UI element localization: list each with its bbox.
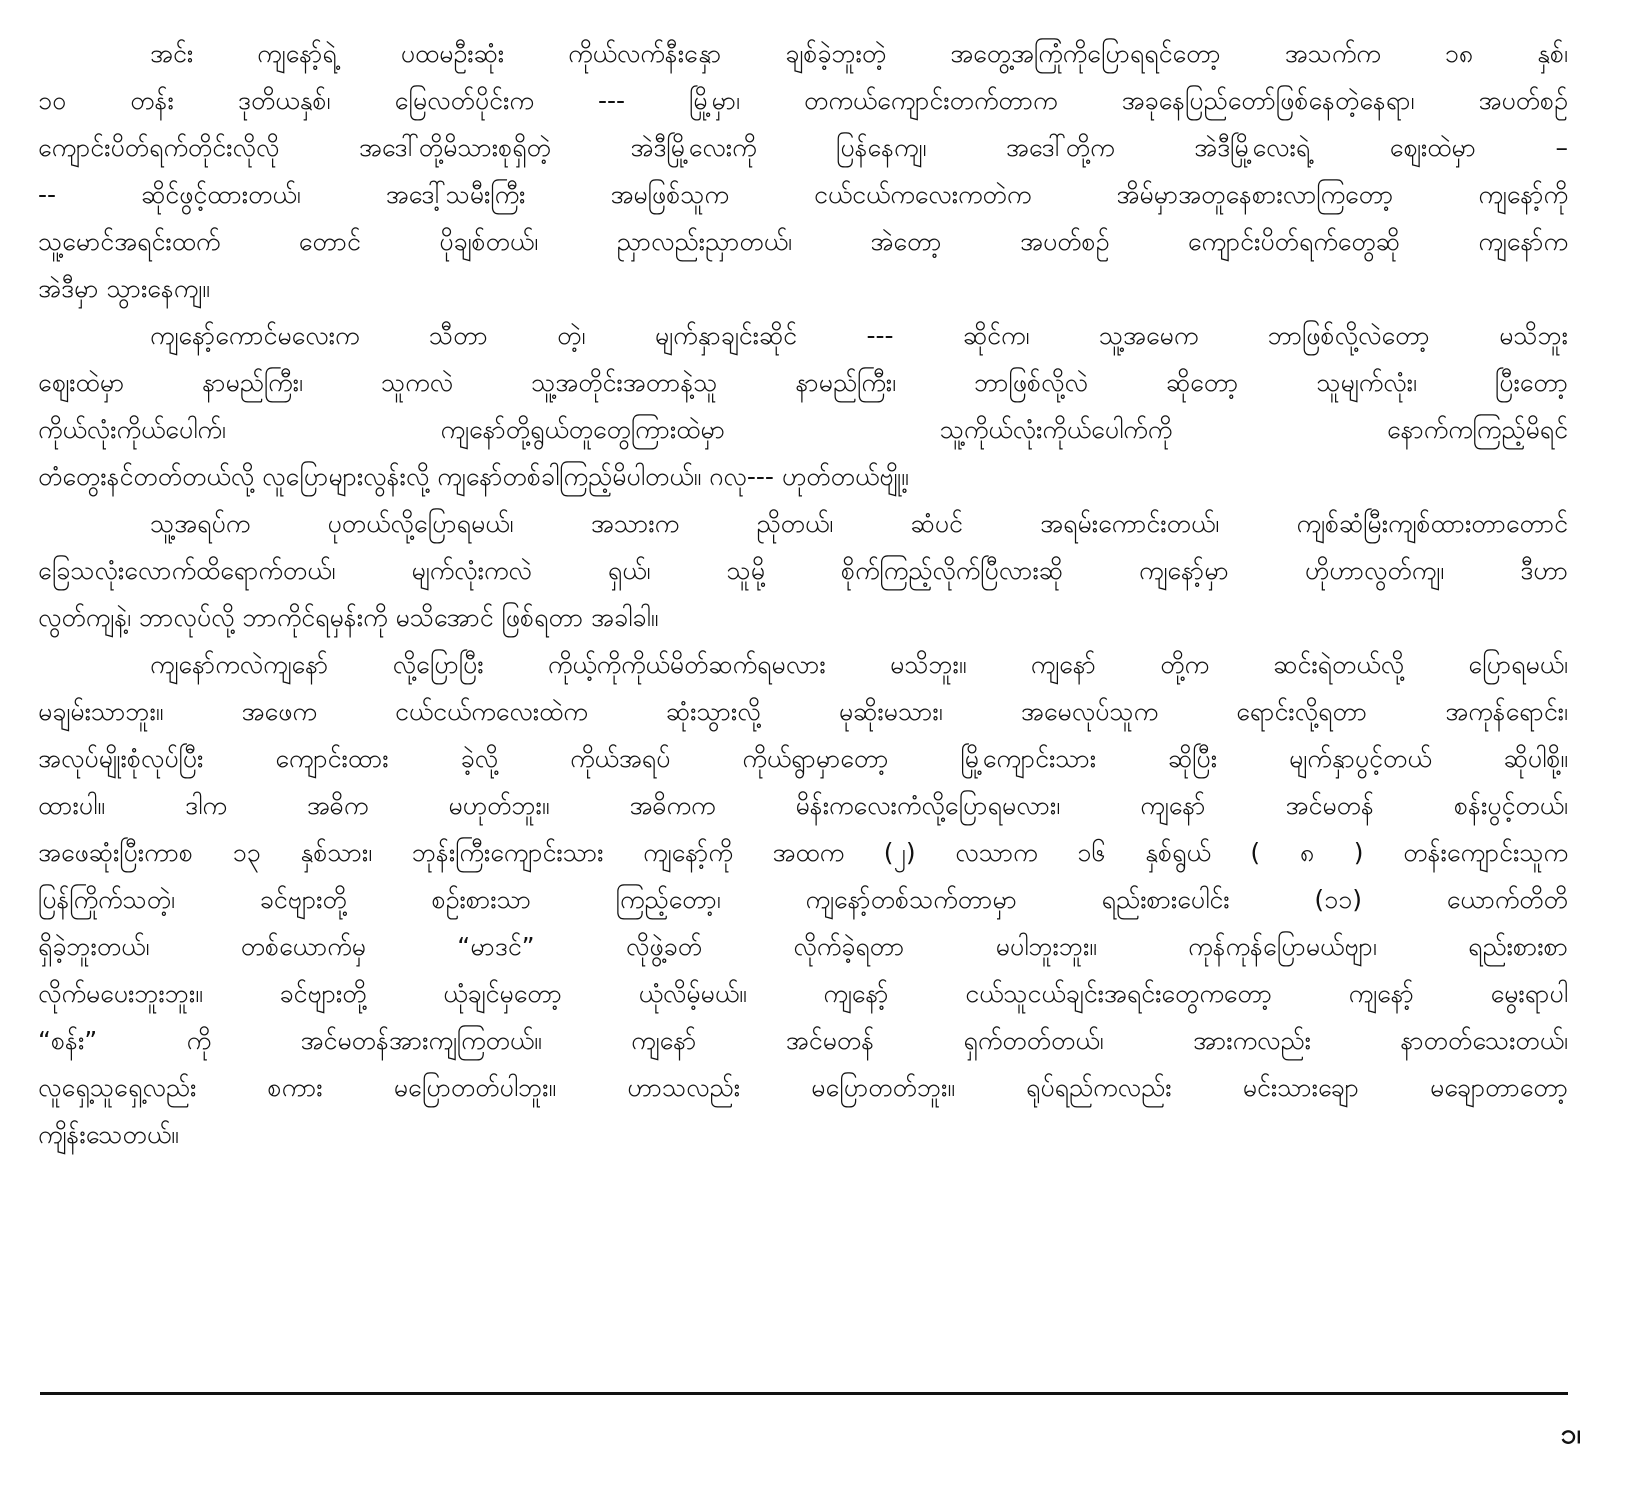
page-number: ၁၊ xyxy=(1560,1417,1581,1450)
paragraph-line: ကျောင်းပိတ်ရက်တိုင်းလိုလို အဒေါ်တို့မိသားစုရှိတဲ့ အဲဒီမြို့လေးကို ပြန်နေကျ၊ အဒေါ်တို့က အဲဒီမြို့လေးရဲ့ ဈေးထဲမှာ – xyxy=(38,133,1568,162)
paragraph-line: ကိုယ်လုံးကိုယ်ပေါက်၊ ကျနော်တို့ရွယ်တူတွေကြားထဲမှာ သူ့ကိုယ်လုံးကိုယ်ပေါက်ကို နောက်ကကြည့်မိရင် xyxy=(38,415,1568,444)
paragraph-line: ပြန်ကြိုက်သတဲ့၊ ခင်ဗျားတို့ စဉ်းစားသာ ကြည့်တော့၊ ကျနော့်တစ်သက်တာမှာ ရည်းစားပေါင်း (၁၁) ယောက်တိတိ xyxy=(38,885,1568,914)
paragraph-line: ၁၀ တန်း ဒုတိယနှစ်၊ မြေလတ်ပိုင်းက --- မြို့မှာ၊ တကယ်ကျောင်းတက်တာက အခုနေပြည်တော်ဖြစ်နေတဲ့နေရာ၊ အပတ်စဉ် xyxy=(38,86,1568,115)
paragraph-line: သူ့အရပ်က ပုတယ်လို့ပြောရမယ်၊ အသားက ညိုတယ်၊ ဆံပင် အရမ်းကောင်းတယ်၊ ကျစ်ဆံမြီးကျစ်ထားတာတောင် xyxy=(150,509,1568,538)
paragraph-line: အဲဒီမှာ သွားနေကျ။ xyxy=(38,274,210,303)
body-text xyxy=(38,30,1568,1370)
paragraph-line: ကျိန်းသေတယ်။ xyxy=(38,1120,179,1149)
paragraph-line: ရှိခဲ့ဘူးတယ်၊ တစ်ယောက်မှ “မာဒင်” လိုဖွဲ့ခတ် လိုက်ခဲ့ရတာ မပါဘူးဘူး။ ကုန်ကုန်ပြောမယ်ဗျာ၊ ရည်းစားစာ xyxy=(38,932,1568,961)
paragraph-line: အင်း ကျနော့်ရဲ့ ပထမဦးဆုံး ကိုယ်လက်နီးနှော ချစ်ခဲ့ဘူးတဲ့ အတွေ့အကြုံကိုပြောရရင်တော့ အသက်က ၁၈ နှစ်၊ xyxy=(150,39,1568,68)
paragraph-line: လွတ်ကျနဲ့၊ ဘာလုပ်လို့ ဘာကိုင်ရမှန်းကို မသိအောင် ဖြစ်ရတာ အခါခါ။ xyxy=(38,603,659,632)
paragraph-line: ဈေးထဲမှာ နာမည်ကြီး၊ သူကလဲ သူ့အတိုင်းအတာနဲ့သူ နာမည်ကြီး၊ ဘာဖြစ်လို့လဲ ဆိုတော့ သူမျက်လုံး၊ ပြီးတော့ xyxy=(38,368,1568,397)
paragraph-line: ကျနော်ကလဲကျနော် လို့ပြောပြီး ကိုယ့်ကိုကိုယ်မိတ်ဆက်ရမလား မသိဘူး။ ကျနော် တို့က ဆင်းရဲတယ်လို့ ပြောရမယ်၊ xyxy=(150,650,1568,679)
paragraph-line: လိုက်မပေးဘူးဘူး။ ခင်ဗျားတို့ ယုံချင်မှတော့ ယုံလိမ့်မယ်။ ကျနော့် ငယ်သူငယ်ချင်းအရင်းတွေကတော့ ကျနော့် မွေးရာပါ xyxy=(38,979,1568,1008)
paragraph-line: အဖေဆုံးပြီးကာစ ၁၃ နှစ်သား၊ ဘုန်းကြီးကျောင်းသား ကျနော့်ကို အထက (၂) လသာက ၁၆ နှစ်ရွယ် ( ၈ ) တန်းကျောင်းသူက xyxy=(38,838,1568,867)
paragraph-line: သူ့မောင်အရင်းထက် တောင် ပိုချစ်တယ်၊ ညှာလည်းညှာတယ်၊ အဲတော့ အပတ်စဉ် ကျောင်းပိတ်ရက်တွေဆို ကျနော်က xyxy=(38,227,1568,256)
paragraph-line: အလုပ်မျိုးစုံလုပ်ပြီး ကျောင်းထား ခဲ့လို့ ကိုယ်အရပ် ကိုယ်ရွာမှာတော့ မြို့ကျောင်းသား ဆိုပြီး မျက်နှာပွင့်တယ် ဆိုပါစို့။ xyxy=(38,744,1568,773)
paragraph-line: မချမ်းသာဘူး။ အဖေက ငယ်ငယ်ကလေးထဲက ဆုံးသွားလို့ မုဆိုးမသား၊ အမေလုပ်သူက ရောင်းလို့ရတာ အကုန်ရောင်း၊ xyxy=(38,697,1568,726)
paragraph-line: -- ဆိုင်ဖွင့်ထားတယ်၊ အဒေါ့်သမီးကြီး အမဖြစ်သူက ငယ်ငယ်ကလေးကတဲက အိမ်မှာအတူနေစားလာကြတော့ ကျနော့်ကို xyxy=(38,180,1568,209)
paragraph-line: ထားပါ။ ဒါက အဓိက မဟုတ်ဘူး။ အဓိကက မိန်းကလေးကံလို့ပြောရမလား၊ ကျနော် အင်မတန် စန်းပွင့်တယ်၊ xyxy=(38,791,1568,820)
paragraph-line: လူရှေ့သူရှေ့လည်း စကား မပြောတတ်ပါဘူး။ ဟာသလည်း မပြောတတ်ဘူး။ ရုပ်ရည်ကလည်း မင်းသားချော မချောတာတော့ xyxy=(38,1073,1568,1102)
paragraph-line: “စန်း” ကို အင်မတန်အားကျကြတယ်။ ကျနော် အင်မတန် ရှက်တတ်တယ်၊ အားကလည်း နာတတ်သေးတယ်၊ xyxy=(38,1026,1568,1055)
paragraph-line: ကျနော့်ကောင်မလေးက သီတာ တဲ့၊ မျက်နှာချင်းဆိုင် --- ဆိုင်က၊ သူ့အမေက ဘာဖြစ်လို့လဲတော့ မသိဘူး xyxy=(150,321,1568,350)
paragraph-line: ခြေသလုံးလောက်ထိရောက်တယ်၊ မျက်လုံးကလဲ ရှယ်၊ သူမို့ စိုက်ကြည့်လိုက်ပြီလားဆို ကျနော့်မှာ ဟိုဟာလွတ်ကျ၊ ဒီဟာ xyxy=(38,556,1568,585)
footer-divider xyxy=(40,1392,1568,1395)
paragraph-line: တံတွေးနင်တတ်တယ်လို့ လူပြောများလွန်းလို့ ကျနော်တစ်ခါကြည့်မိပါတယ်။ ဂလု--- ဟုတ်တယ်ဗျို့။ xyxy=(38,462,909,491)
